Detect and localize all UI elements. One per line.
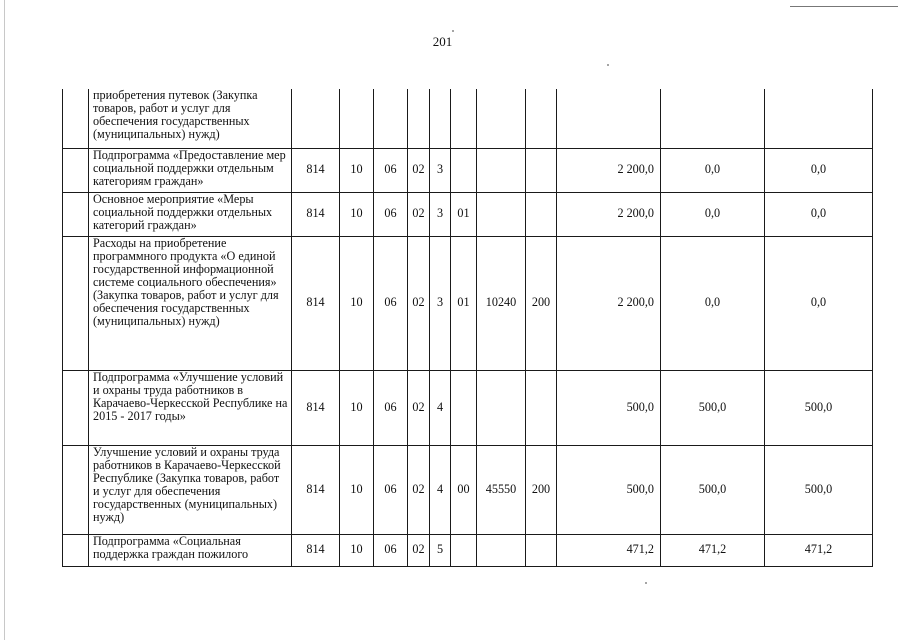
table-row — [63, 89, 873, 148]
amount-year-1: 2 200,0 — [557, 148, 661, 192]
ministry-code: 814 — [292, 148, 340, 192]
section-code: 10 — [340, 445, 374, 534]
amount-year-1: 500,0 — [557, 445, 661, 534]
subsection-code — [374, 89, 408, 148]
section-code — [340, 89, 374, 148]
scan-mark-line — [790, 6, 898, 7]
amount-year-3 — [765, 89, 873, 148]
amount-year-3: 0,0 — [765, 148, 873, 192]
item-name: Улучшение условий и охраны труда работников в Карачаево-Черкесской Республике (Закупка товаров, работ и услуг для обеспечения государственных (муниципальных) нужд) — [89, 445, 292, 534]
target-article-program: 02 — [408, 236, 430, 370]
target-article-subprogram: 3 — [430, 148, 451, 192]
amount-year-2: 0,0 — [661, 236, 765, 370]
section-code: 10 — [340, 192, 374, 236]
amount-year-1: 500,0 — [557, 370, 661, 445]
row-number-cell — [63, 534, 89, 566]
target-article-program: 02 — [408, 445, 430, 534]
amount-year-2: 0,0 — [661, 192, 765, 236]
row-number-cell — [63, 192, 89, 236]
scan-speck — [452, 30, 454, 32]
expense-type-code — [526, 192, 557, 236]
target-article-event — [451, 534, 477, 566]
table-row — [63, 236, 873, 370]
amount-year-3: 500,0 — [765, 370, 873, 445]
item-name: приобретения путевок (Закупка товаров, работ и услуг для обеспечения государственных (муниципальных) нужд) — [89, 89, 292, 148]
section-code: 10 — [340, 236, 374, 370]
expense-type-code — [526, 370, 557, 445]
amount-year-2: 500,0 — [661, 370, 765, 445]
page-number: 201 — [432, 34, 453, 49]
item-name: Подпрограмма «Улучшение условий и охраны труда работников в Карачаево-Черкесской Республике на 2015 - 2017 годы» — [89, 370, 292, 445]
amount-year-3: 500,0 — [765, 445, 873, 534]
table-row — [63, 148, 873, 192]
target-article-direction — [477, 370, 526, 445]
target-article-direction — [477, 89, 526, 148]
amount-year-2: 500,0 — [661, 445, 765, 534]
table-row — [63, 534, 873, 566]
target-article-program: 02 — [408, 534, 430, 566]
amount-year-2 — [661, 89, 765, 148]
row-number-cell — [63, 236, 89, 370]
target-article-subprogram: 4 — [430, 445, 451, 534]
expense-type-code — [526, 534, 557, 566]
row-number-cell — [63, 89, 89, 148]
amount-year-2: 471,2 — [661, 534, 765, 566]
target-article-event: 01 — [451, 192, 477, 236]
item-name: Основное мероприятие «Меры социальной поддержки отдельных категорий граждан» — [89, 192, 292, 236]
target-article-direction: 45550 — [477, 445, 526, 534]
amount-year-1: 2 200,0 — [557, 236, 661, 370]
amount-year-3: 0,0 — [765, 192, 873, 236]
table-row — [63, 445, 873, 534]
amount-year-1: 471,2 — [557, 534, 661, 566]
expense-type-code: 200 — [526, 236, 557, 370]
section-code: 10 — [340, 534, 374, 566]
ministry-code: 814 — [292, 370, 340, 445]
budget-table — [62, 89, 873, 567]
target-article-program: 02 — [408, 148, 430, 192]
target-article-program — [408, 89, 430, 148]
row-number-cell — [63, 148, 89, 192]
target-article-direction: 10240 — [477, 236, 526, 370]
subsection-code: 06 — [374, 370, 408, 445]
target-article-event — [451, 89, 477, 148]
amount-year-2: 0,0 — [661, 148, 765, 192]
item-name: Подпрограмма «Предоставление мер социальной поддержки отдельным категориям граждан» — [89, 148, 292, 192]
target-article-subprogram: 3 — [430, 192, 451, 236]
target-article-event: 00 — [451, 445, 477, 534]
target-article-direction — [477, 148, 526, 192]
ministry-code: 814 — [292, 236, 340, 370]
amount-year-3: 471,2 — [765, 534, 873, 566]
table-row — [63, 192, 873, 236]
amount-year-3: 0,0 — [765, 236, 873, 370]
table-row — [63, 370, 873, 445]
section-code: 10 — [340, 148, 374, 192]
scan-speck — [607, 64, 609, 66]
expense-type-code — [526, 148, 557, 192]
target-article-subprogram: 4 — [430, 370, 451, 445]
section-code: 10 — [340, 370, 374, 445]
target-article-subprogram: 5 — [430, 534, 451, 566]
target-article-event — [451, 148, 477, 192]
ministry-code: 814 — [292, 534, 340, 566]
item-name: Подпрограмма «Социальная поддержка граждан пожилого — [89, 534, 292, 566]
target-article-program: 02 — [408, 192, 430, 236]
target-article-direction — [477, 534, 526, 566]
target-article-event — [451, 370, 477, 445]
ministry-code — [292, 89, 340, 148]
target-article-event: 01 — [451, 236, 477, 370]
subsection-code: 06 — [374, 534, 408, 566]
amount-year-1 — [557, 89, 661, 148]
target-article-subprogram — [430, 89, 451, 148]
expense-type-code: 200 — [526, 445, 557, 534]
row-number-cell — [63, 445, 89, 534]
target-article-direction — [477, 192, 526, 236]
ministry-code: 814 — [292, 192, 340, 236]
row-number-cell — [63, 370, 89, 445]
subsection-code: 06 — [374, 445, 408, 534]
subsection-code: 06 — [374, 148, 408, 192]
item-name: Расходы на приобретение программного продукта «О единой государственной информационной системе социального обеспечения» (Закупка товаров, работ и услуг для обеспечения государственных (муниципальных) нужд) — [89, 236, 292, 370]
target-article-program: 02 — [408, 370, 430, 445]
expense-type-code — [526, 89, 557, 148]
target-article-subprogram: 3 — [430, 236, 451, 370]
subsection-code: 06 — [374, 192, 408, 236]
scan-edge — [4, 0, 5, 640]
amount-year-1: 2 200,0 — [557, 192, 661, 236]
scan-speck — [645, 582, 647, 584]
subsection-code: 06 — [374, 236, 408, 370]
ministry-code: 814 — [292, 445, 340, 534]
